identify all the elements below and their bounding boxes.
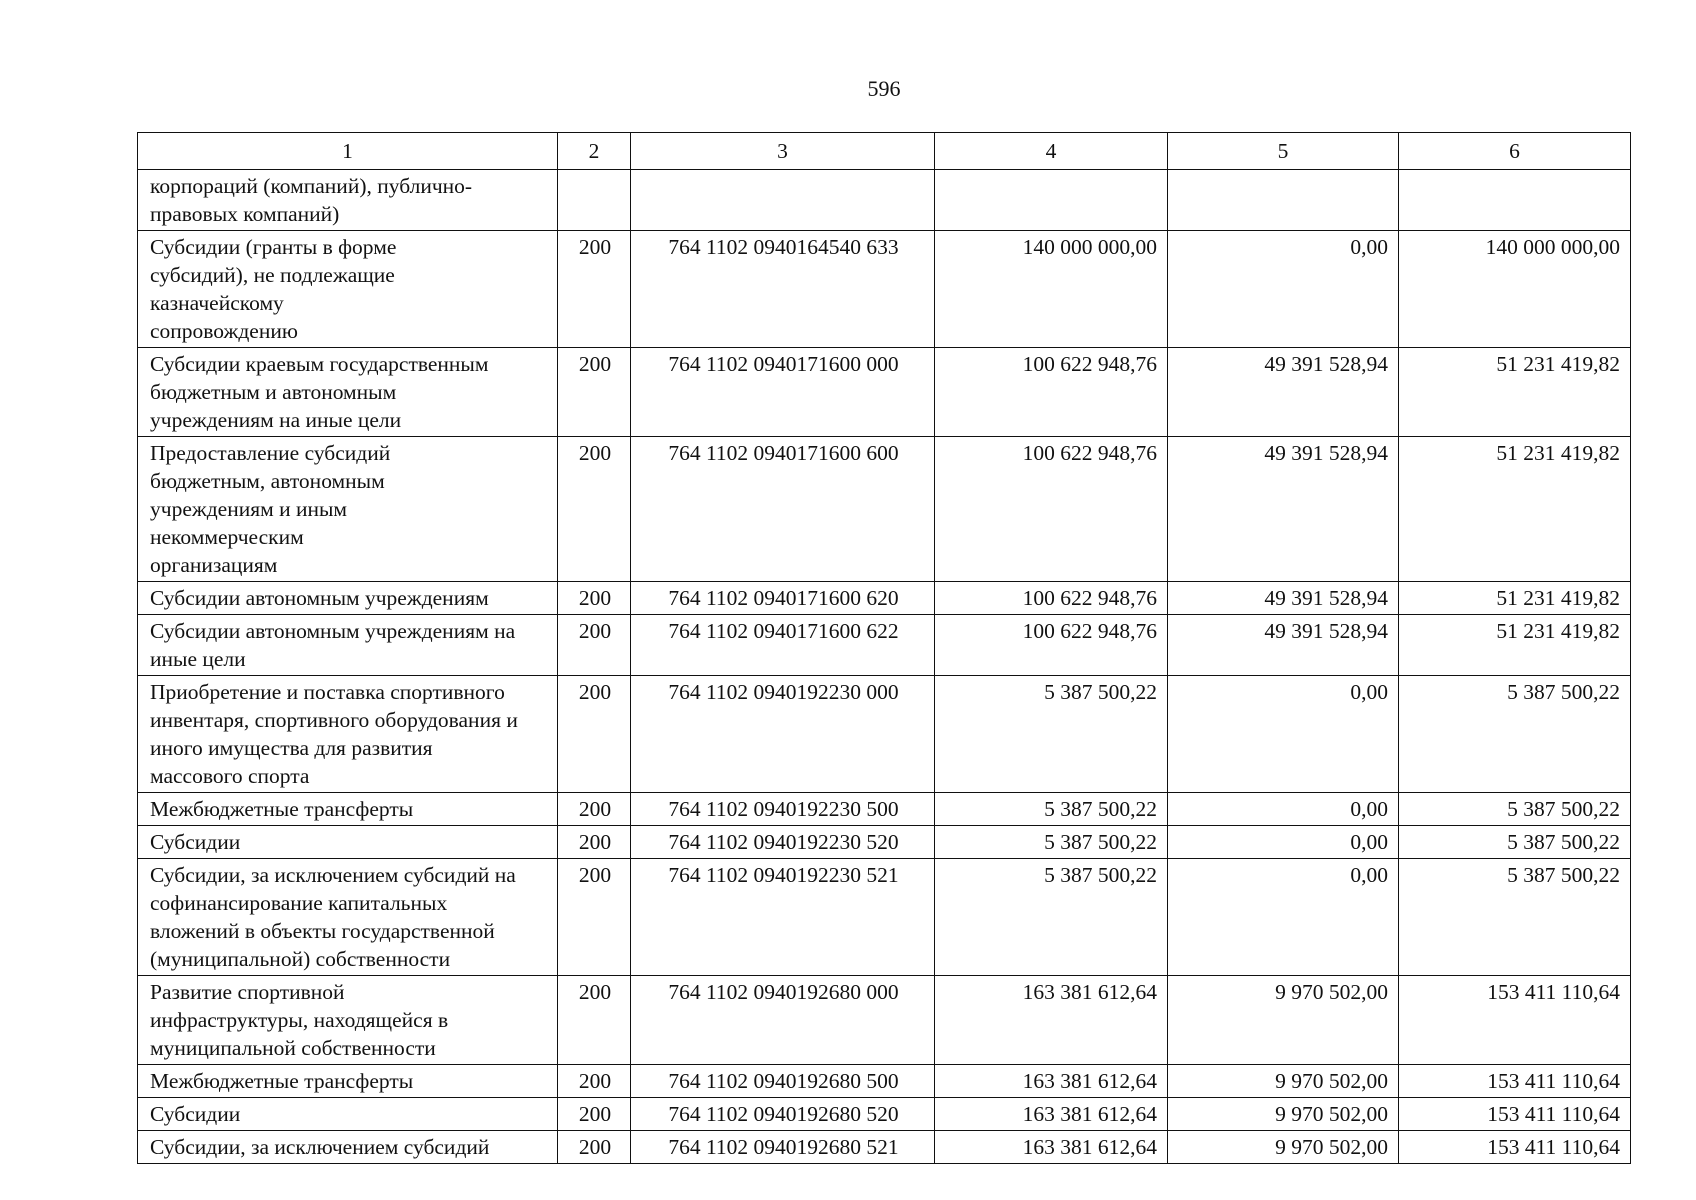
amount-col5-cell: 49 391 528,94 <box>1168 437 1399 582</box>
item-name-text: Субсидии автономным учреждениям <box>150 586 489 610</box>
column-header: 6 <box>1399 133 1631 170</box>
classification-code-cell: 764 1102 0940171600 600 <box>631 437 935 582</box>
code-cell: 200 <box>558 1098 631 1131</box>
item-name-text: Субсидии, за исключением субсидий на софинансирование капитальных вложений в объекты государственной (муниципальной) собственности <box>150 863 516 971</box>
amount-col6-cell: 153 411 110,64 <box>1399 1098 1631 1131</box>
item-name-text: корпораций (компаний), публично-правовых компаний) <box>150 174 473 226</box>
item-name-cell <box>138 615 558 676</box>
item-name-cell <box>138 437 558 582</box>
item-name-cell <box>138 582 558 615</box>
classification-code-cell: 764 1102 0940192230 520 <box>631 826 935 859</box>
amount-col6-cell: 5 387 500,22 <box>1399 859 1631 976</box>
table-row <box>138 582 1631 615</box>
item-name-cell <box>138 859 558 976</box>
classification-code-cell: 764 1102 0940171600 000 <box>631 348 935 437</box>
classification-code-cell: 764 1102 0940192680 500 <box>631 1065 935 1098</box>
amount-col4-cell <box>935 170 1168 231</box>
classification-code-cell: 764 1102 0940192230 000 <box>631 676 935 793</box>
code-cell: 200 <box>558 437 631 582</box>
item-name-text: Межбюджетные трансферты <box>150 1069 414 1093</box>
classification-code-cell: 764 1102 0940192680 521 <box>631 1131 935 1164</box>
item-name-text: Межбюджетные трансферты <box>150 797 414 821</box>
amount-col4-cell: 5 387 500,22 <box>935 826 1168 859</box>
code-cell: 200 <box>558 859 631 976</box>
amount-col5-cell: 0,00 <box>1168 859 1399 976</box>
amount-col6-cell: 153 411 110,64 <box>1399 1065 1631 1098</box>
amount-col5-cell <box>1168 170 1399 231</box>
amount-col4-cell: 163 381 612,64 <box>935 1131 1168 1164</box>
budget-table <box>137 132 1631 1164</box>
table-row <box>138 793 1631 826</box>
item-name-text: Субсидии автономным учреждениям на иные цели <box>150 619 516 671</box>
column-header: 5 <box>1168 133 1399 170</box>
amount-col5-cell: 9 970 502,00 <box>1168 976 1399 1065</box>
code-cell: 200 <box>558 582 631 615</box>
table-row <box>138 170 1631 231</box>
amount-col6-cell: 51 231 419,82 <box>1399 582 1631 615</box>
table-row <box>138 976 1631 1065</box>
amount-col6-cell: 153 411 110,64 <box>1399 1131 1631 1164</box>
page-number: 596 <box>867 76 901 101</box>
amount-col5-cell: 9 970 502,00 <box>1168 1131 1399 1164</box>
table-row <box>138 348 1631 437</box>
table-row <box>138 1098 1631 1131</box>
amount-col4-cell: 5 387 500,22 <box>935 676 1168 793</box>
code-cell: 200 <box>558 826 631 859</box>
amount-col6-cell: 153 411 110,64 <box>1399 976 1631 1065</box>
item-name-text: Развитие спортивной инфраструктуры, находящейся в муниципальной собственности <box>150 980 449 1060</box>
item-name-text: Приобретение и поставка спортивного инвентаря, спортивного оборудования и иного имущества для развития массового спорта <box>150 680 518 788</box>
classification-code-cell: 764 1102 0940171600 620 <box>631 582 935 615</box>
item-name-text: Субсидии, за исключением субсидий <box>150 1135 490 1159</box>
table-row <box>138 437 1631 582</box>
code-cell: 200 <box>558 793 631 826</box>
item-name-cell <box>138 976 558 1065</box>
code-cell <box>558 170 631 231</box>
classification-code-cell: 764 1102 0940192230 500 <box>631 793 935 826</box>
code-cell: 200 <box>558 1131 631 1164</box>
item-name-cell <box>138 231 558 348</box>
code-cell: 200 <box>558 348 631 437</box>
column-header: 3 <box>631 133 935 170</box>
amount-col6-cell <box>1399 170 1631 231</box>
amount-col5-cell: 49 391 528,94 <box>1168 615 1399 676</box>
classification-code-cell: 764 1102 0940164540 633 <box>631 231 935 348</box>
table-row <box>138 676 1631 793</box>
amount-col5-cell: 0,00 <box>1168 676 1399 793</box>
table-row <box>138 615 1631 676</box>
item-name-cell <box>138 1065 558 1098</box>
amount-col6-cell: 5 387 500,22 <box>1399 676 1631 793</box>
table-row <box>138 826 1631 859</box>
amount-col4-cell: 5 387 500,22 <box>935 793 1168 826</box>
header-row <box>138 133 1631 170</box>
classification-code-cell <box>631 170 935 231</box>
amount-col5-cell: 0,00 <box>1168 793 1399 826</box>
classification-code-cell: 764 1102 0940192680 520 <box>631 1098 935 1131</box>
item-name-text: Субсидии краевым государственным бюджетным и автономным учреждениям на иные цели <box>150 352 489 432</box>
column-header: 2 <box>558 133 631 170</box>
classification-code-cell: 764 1102 0940192230 521 <box>631 859 935 976</box>
table-row <box>138 1131 1631 1164</box>
code-cell: 200 <box>558 231 631 348</box>
amount-col6-cell: 51 231 419,82 <box>1399 348 1631 437</box>
amount-col5-cell: 0,00 <box>1168 826 1399 859</box>
item-name-cell <box>138 1098 558 1131</box>
classification-code-cell: 764 1102 0940192680 000 <box>631 976 935 1065</box>
item-name-cell <box>138 826 558 859</box>
amount-col6-cell: 5 387 500,22 <box>1399 793 1631 826</box>
amount-col4-cell: 140 000 000,00 <box>935 231 1168 348</box>
amount-col4-cell: 100 622 948,76 <box>935 348 1168 437</box>
classification-code-cell: 764 1102 0940171600 622 <box>631 615 935 676</box>
amount-col4-cell: 163 381 612,64 <box>935 1065 1168 1098</box>
amount-col5-cell: 0,00 <box>1168 231 1399 348</box>
amount-col6-cell: 140 000 000,00 <box>1399 231 1631 348</box>
amount-col6-cell: 51 231 419,82 <box>1399 437 1631 582</box>
column-header: 4 <box>935 133 1168 170</box>
code-cell: 200 <box>558 1065 631 1098</box>
item-name-text: Субсидии <box>150 830 241 854</box>
amount-col4-cell: 100 622 948,76 <box>935 437 1168 582</box>
table-row <box>138 1065 1631 1098</box>
code-cell: 200 <box>558 676 631 793</box>
amount-col4-cell: 163 381 612,64 <box>935 976 1168 1065</box>
amount-col4-cell: 100 622 948,76 <box>935 615 1168 676</box>
amount-col5-cell: 9 970 502,00 <box>1168 1065 1399 1098</box>
amount-col5-cell: 49 391 528,94 <box>1168 582 1399 615</box>
table-row <box>138 231 1631 348</box>
column-header: 1 <box>138 133 558 170</box>
code-cell: 200 <box>558 615 631 676</box>
item-name-text: Субсидии (гранты в форме субсидий), не подлежащие казначейскому сопровождению <box>150 235 397 343</box>
item-name-cell <box>138 676 558 793</box>
amount-col4-cell: 5 387 500,22 <box>935 859 1168 976</box>
amount-col5-cell: 49 391 528,94 <box>1168 348 1399 437</box>
item-name-text: Субсидии <box>150 1102 241 1126</box>
amount-col4-cell: 100 622 948,76 <box>935 582 1168 615</box>
amount-col6-cell: 5 387 500,22 <box>1399 826 1631 859</box>
item-name-text: Предоставление субсидий бюджетным, автономным учреждениям и иным некоммерческим организациям <box>150 441 391 577</box>
code-cell: 200 <box>558 976 631 1065</box>
amount-col4-cell: 163 381 612,64 <box>935 1098 1168 1131</box>
item-name-cell <box>138 793 558 826</box>
amount-col6-cell: 51 231 419,82 <box>1399 615 1631 676</box>
item-name-cell <box>138 1131 558 1164</box>
table-row <box>138 859 1631 976</box>
item-name-cell <box>138 170 558 231</box>
item-name-cell <box>138 348 558 437</box>
amount-col5-cell: 9 970 502,00 <box>1168 1098 1399 1131</box>
